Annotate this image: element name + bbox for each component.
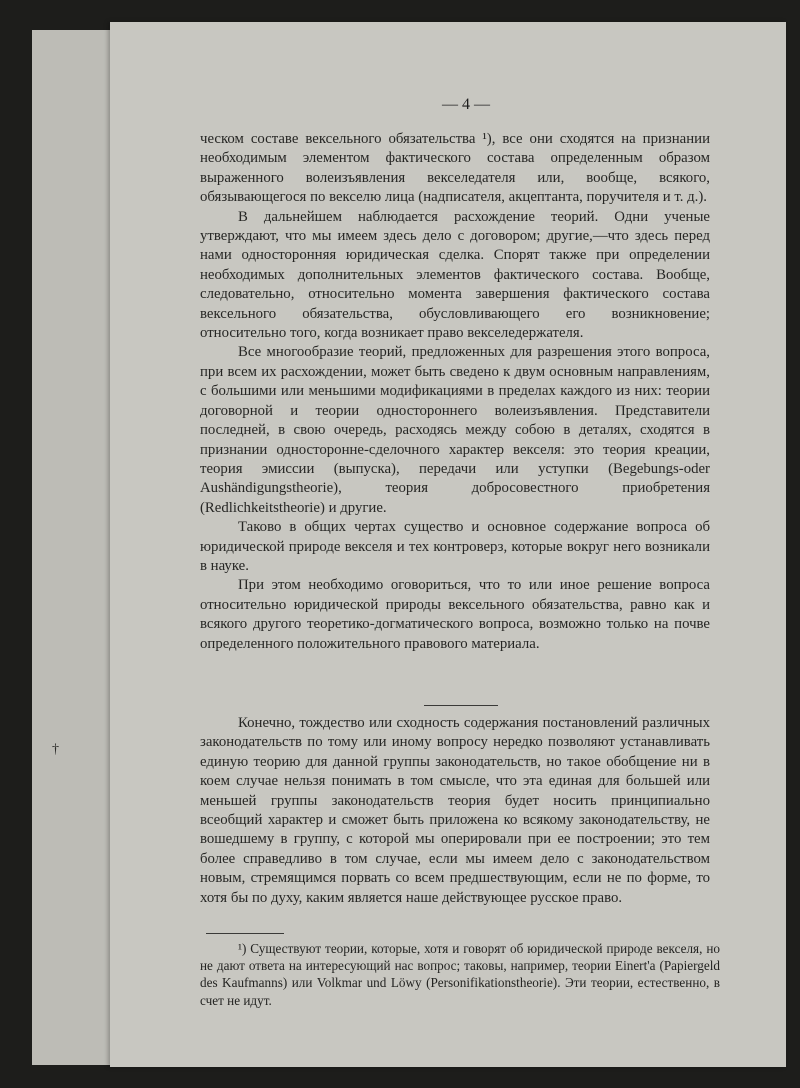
paragraph-continuation: ческом составе вексельного обязательства ¹), все они сходятся на признании необходимым элементом фактического состава определенным образом выраженного волеизъявления векселедателя или, вообще, всякого, обязывающегося по векселю лица (надписателя, акцептанта, поручителя и т. д.). bbox=[200, 131, 710, 206]
paragraph-caveat: При этом необходимо оговориться, что то или иное решение вопроса относительно юридической природы вексельного обязательства, равно как и всякого другого теоретико-догматического вопроса, возможно только на почве определенного положительного правового материала. bbox=[200, 577, 710, 652]
second-text-block bbox=[200, 714, 710, 908]
paragraph-summary: Таково в общих чертах существо и основное содержание вопроса об юридической природе векселя и тех контроверз, которые вокруг него возникали в науке. bbox=[200, 519, 710, 574]
paragraph-divergence: В дальнейшем наблюдается расхождение теорий. Одни ученые утверждают, что мы имеем здесь дело с договором; другие,—что здесь перед нами односторонняя юридическая сделка. Спорят также при определении необходимых дополнительных элементов фактического состава. Вообще, следовательно, относительно момента завершения фактического состава вексельного обязательства, обусловливающего его возникновение; относительно того, когда возникает право векселедержателя. bbox=[200, 208, 710, 342]
paragraph-theories: Все многообразие теорий, предложенных для разрешения этого вопроса, при всем их расхождении, может быть сведено к двум основным направлениям, с большими или меньшими модификациями в пределах каждого из них: теории договорной и теории одностороннего волеизъявления. Представители последней, в свою очередь, расходясь между собою в деталях, сходятся в признании односторонне-сделочного характер векселя: это теория креации, теория эмиссии (выпуска), передачи или уступки (Begebungs-oder Aushändigungstheorie), теория добросовестного приобретения (Redlichkeitstheorie) и другие. bbox=[200, 344, 710, 516]
section-divider bbox=[424, 705, 498, 706]
page-number: — 4 — bbox=[442, 96, 490, 113]
margin-mark: † bbox=[52, 742, 59, 757]
main-text-block bbox=[200, 130, 710, 654]
footnote: ¹) Существуют теории, которые, хотя и говорят об юридической природе векселя, но не дают ответа на интересующий нас вопрос; таковы, например, теории Einert'a (Papiergeld des Kaufmanns) или Volkmar und Löwy (Personifikationstheorie). Эти теории, естественно, в счет не идут. bbox=[200, 941, 720, 1008]
document-page bbox=[110, 22, 786, 1067]
paragraph-legislation: Конечно, тождество или сходность содержания постановлений различных законодательств по тому или иному вопросу нередко позволяют устанавливать единую теорию для данной группы законодательств, но такое обобщение ни в коем случае нельзя понимать в том смысле, что эта единая для большей или меньшей группы законодательств теория будет носить принципиально всеобщий характер и сможет быть приложена ко всякому законодательству, не вошедшему в группу, с которой мы оперировали при ее построении; это тем более справедливо в том случае, если мы имеем дело с законодательством новым, стремящимся порвать со всем предшествующим, если не по форме, то хотя бы по духу, каким является наше действующее русское право. bbox=[200, 715, 710, 906]
footnote-rule bbox=[206, 933, 284, 934]
